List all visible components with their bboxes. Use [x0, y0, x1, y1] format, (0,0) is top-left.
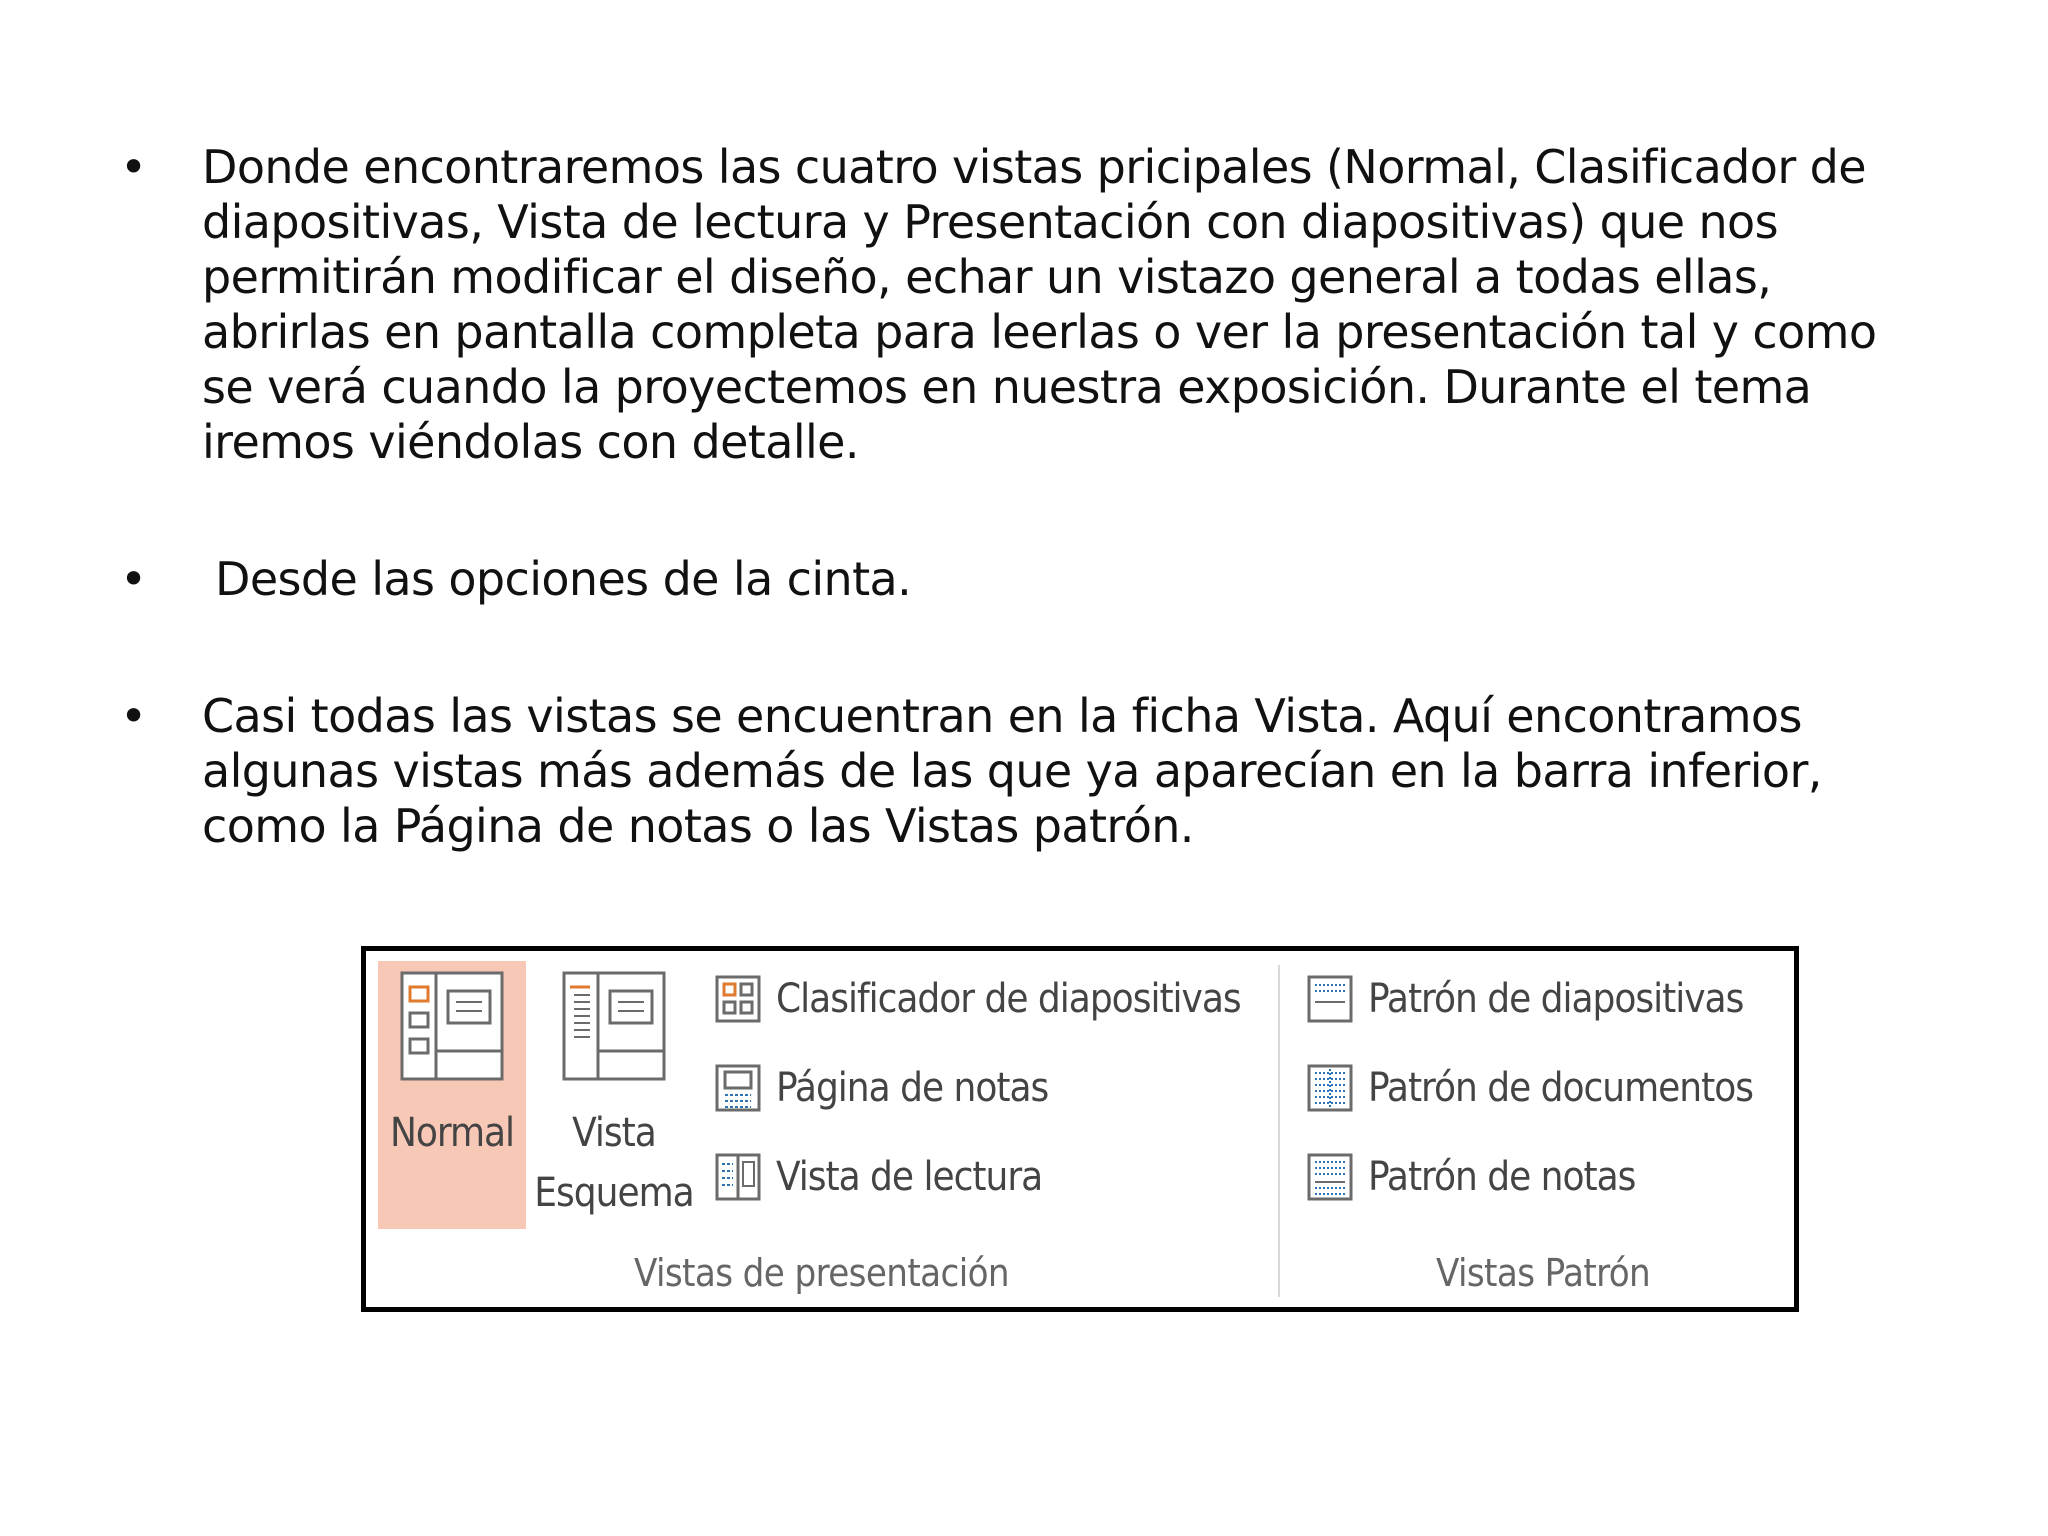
bullet-item: • Donde encontraremos las cuatro vistas pricipales (Normal, Clasificador de diapositivas, Vista de lectura y Presentación con diapositivas) que nos permitirán modificar el diseño, echar un vistazo general a todas ellas, abrirlas en pantalla completa para leerlas o ver la presentación tal y como se verá cuando la proyectemos en nuestra exposición. Durante el tema iremos viéndolas con detalle. [120, 140, 1940, 470]
notes-master-button[interactable] [1306, 1147, 1635, 1207]
bullet-item: • Casi todas las vistas se encuentran en la ficha Vista. Aquí encontramos algunas vistas más además de las que ya aparecían en la barra inferior, como la Página de notas o las Vistas patrón. [120, 689, 1940, 854]
outline-view-button[interactable] [534, 961, 694, 1229]
normal-view-icon [400, 971, 504, 1081]
handout-master-label: Patrón de documentos [1368, 1065, 1753, 1111]
bullet-list [120, 140, 1940, 854]
slide-sorter-button[interactable] [714, 969, 1241, 1029]
group-divider [1278, 965, 1280, 1297]
outline-view-label [534, 1103, 694, 1223]
handout-master-button[interactable] [1306, 1058, 1753, 1118]
master-views-group-label: Vistas Patrón [1436, 1251, 1651, 1295]
reading-view-button[interactable] [714, 1147, 1042, 1207]
slide-master-button[interactable] [1306, 969, 1743, 1029]
normal-view-button[interactable] [378, 961, 526, 1229]
outline-view-label-line1: Vista [572, 1110, 656, 1156]
notes-page-label: Página de notas [776, 1065, 1049, 1111]
outline-view-label-line2: Esquema [534, 1170, 694, 1216]
reading-view-label: Vista de lectura [776, 1154, 1043, 1200]
slide-sorter-icon [714, 974, 762, 1024]
bullet-item: • Desde las opciones de la cinta. [120, 552, 1940, 607]
presentation-views-group-label: Vistas de presentación [634, 1251, 1009, 1295]
notes-master-label: Patrón de notas [1368, 1154, 1636, 1200]
slide-master-label: Patrón de diapositivas [1368, 976, 1744, 1022]
slide-master-icon [1306, 974, 1354, 1024]
notes-page-button[interactable] [714, 1058, 1048, 1118]
reading-view-icon [714, 1152, 762, 1202]
handout-master-icon [1306, 1063, 1354, 1113]
notes-page-icon [714, 1063, 762, 1113]
slide-sorter-label: Clasificador de diapositivas [776, 976, 1241, 1022]
outline-view-icon [562, 971, 666, 1081]
notes-master-icon [1306, 1152, 1354, 1202]
normal-view-label: Normal [389, 1110, 515, 1156]
ribbon-screenshot [361, 946, 1799, 1312]
